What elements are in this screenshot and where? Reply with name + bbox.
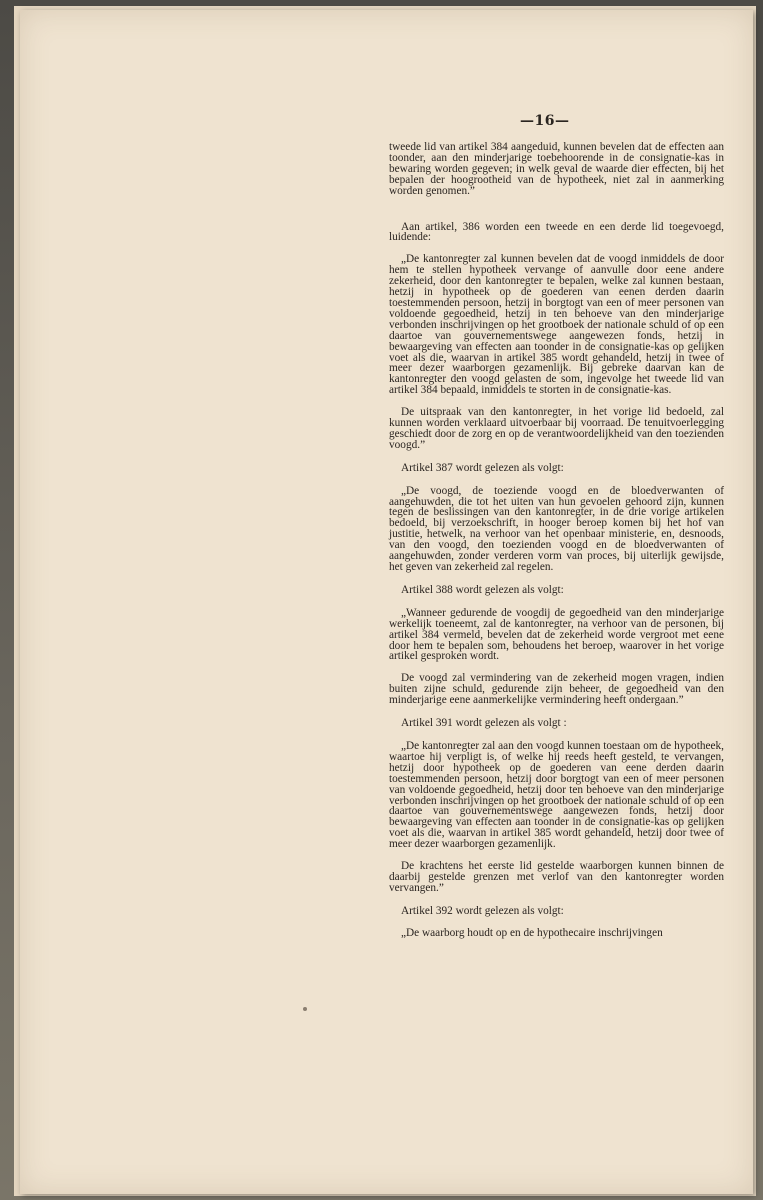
paragraph-article-386-intro: Aan artikel, 386 worden een tweede en een derde lid toegevoegd, luidende: bbox=[389, 220, 724, 244]
paragraph-article-386-second: De uitspraak van den kantonregter, in het vorige lid bedoeld, zal kunnen worden verklaard uitvoerbaar bij voorraad. De tenuitvoerlegging geschiedt door de zorg en op de verantwoordelijkheid van den toezienden voogd.” bbox=[389, 406, 724, 451]
paragraph-article-392-heading: Artikel 392 wordt gelezen als volgt: bbox=[401, 904, 564, 917]
paragraph-article-388-heading: Artikel 388 wordt gelezen als volgt: bbox=[401, 583, 564, 596]
paragraph-continuation: tweede lid van artikel 384 aangeduid, kunnen bevelen dat de effecten aan toonder, aan den minderjarige toebehoorende in de consignatie-kas in bewaring worden gegeven; in welk geval de waarde dier effecten, bij het bepalen der hoogrootheid van de hypotheek, niet zal in aanmerking worden genomen.” bbox=[389, 141, 724, 197]
paragraph-article-392-text: „De waarborg houdt op en de hypothecaire inschrijvingen bbox=[401, 926, 663, 939]
paragraph-article-387-heading: Artikel 387 wordt gelezen als volgt: bbox=[401, 461, 564, 474]
paragraph-article-391-text: „De kantonregter zal aan den voogd kunnen toestaan om de hypotheek, waartoe hij verpligt is, of welke hij reeds heeft gesteld, te vervangen, hetzij door hypotheek op de goederen van eene derden daarin toestemmenden persoon, hetzij door borgtogt van een of meer personen van voldoende gegoedheid, hetzij door ten behoeve van den minderjarige verbonden inschrijvingen op het grootboek der nationale schuld of op een daartoe van gouvernementswege aangewezen fonds, hetzij door bewaargeving van effecten aan toonder in de consignatie-kas op gelijken voet als die, waarvan in artikel 385 wordt gehandeld, hetzij door twee of meer dezer waarborgen gezamenlijk. bbox=[389, 739, 724, 851]
page-number: —16— bbox=[520, 113, 570, 129]
page-speck bbox=[303, 1007, 307, 1011]
paragraph-article-391-second: De krachtens het eerste lid gestelde waarborgen kunnen binnen de daarbij gestelde grenzen met verlof van den kantonregter worden vervangen.” bbox=[389, 860, 724, 894]
paragraph-article-388-second: De voogd zal vermindering van de zekerheid mogen vragen, indien buiten zijne schuld, gedurende zijn beheer, de gegoedheid van den minderjarige eene aanmerkelijke vermindering heeft ondergaan.” bbox=[389, 672, 724, 707]
document-body bbox=[389, 142, 724, 939]
paragraph-article-386-text: „De kantonregter zal kunnen bevelen dat de voogd inmiddels de door hem te stellen hypotheek vervange of aanvulle door eene andere zekerheid, door den kantonregter te bepalen, welke zal kunnen bestaan, hetzij in hypotheek op de goederen van eenen derden daarin toestemmenden persoon, hetzij in borgtogt van een of meer personen van voldoende gegoedheid, hetzij in ten behoeve van den minderjarige verbonden inschrijvingen op het grootboek der nationale schuld of op een daartoe van gouvernementswege aangewezen fonds, hetzij in bewaargeving van effecten aan toonder in de consignatie-kas op gelijken voet als die, waarvan in artikel 385 wordt gehandeld, hetzij in twee of meer dezer waarborgen gezamenlijk. Bij gebreke daarvan kan de kantonregter den voogd gelasten de som, ingevolge het tweede lid van artikel 384 bepaald, inmiddels te storten in de consignatie-kas. bbox=[389, 253, 724, 397]
paragraph-article-388-text: „Wanneer gedurende de voogdij de gegoedheid van den minderjarige werkelijk toeneemt, zal de kantonregter, na verhoor van de personen, bij artikel 384 vermeld, bevelen dat de zekerheid worde vergroot met eene door hem te bepalen som, behoudens het beroep, waarover in het vorige artikel gesproken wordt. bbox=[389, 606, 724, 663]
paragraph-article-391-heading: Artikel 391 wordt gelezen als volgt : bbox=[401, 717, 567, 730]
paragraph-article-387-text: „De voogd, de toeziende voogd en de bloedverwanten of aangehuwden, die tot het uiten van hun gevoelen gehoord zijn, kunnen tegen de beslissingen van den kantonregter, in de drie vorige artikelen bedoeld, bij verzoekschrift, in hooger beroep komen bij het hof van justitie, hetwelk, na verhoor van het openbaar ministerie, en, desnoods, van den voogd, den toezienden voogd en de bloedverwanten of aangehuwden, zonder verderen vorm van proces, bij uiterlijk gewijsde, het geven van zekerheid zal regelen. bbox=[389, 484, 724, 573]
